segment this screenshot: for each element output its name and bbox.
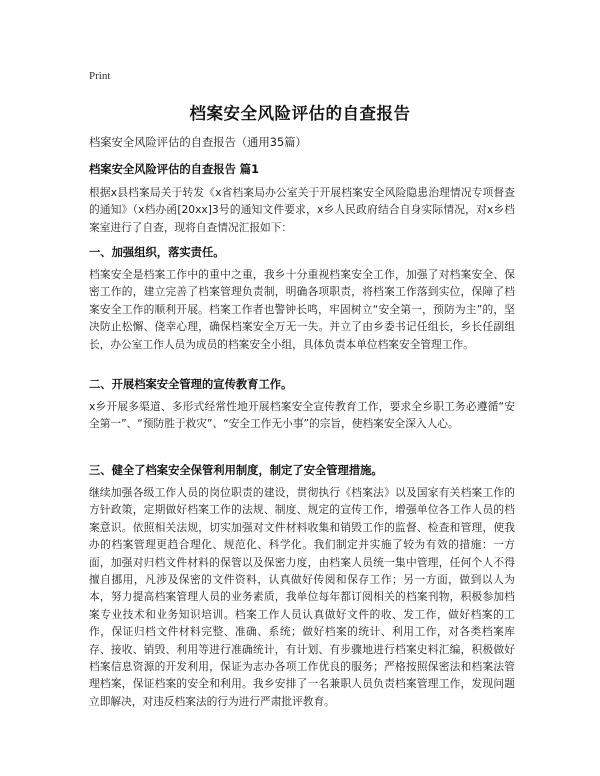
section-heading-3: 三、健全了档案安全保管利用制度，制定了安全管理措施。 bbox=[89, 464, 383, 477]
section-heading-1: 一、加强组织，落实责任。 bbox=[89, 246, 225, 259]
section-body-3: 继续加强各级工作人员的岗位职责的建设，贯彻执行《档案法》以及国家有关档案工作的方针政策，定期做好档案工作的法规、制度、规定的宣传工作，增强单位各工作人员的档案意识。依照相关法规，切实加强对文件材料收集和销毁工作的监督、检查和管理，使我办的档案管理更趋合理化、规范化、科学化。我们制定并实施了较为有效的措施：一方面，加强对归档文件材料的保管以及保密力度，由档案人员统一集中管理，任何个人不得擅自挪用，凡涉及保密的文件资料，认真做好传阅和保存工作；另一方面，做到以人为本，努力提高档案管理人员的业务素质，我单位每年都订阅相关的档案刊物，积极参加档案专业技术和业务知识培训。档案工作人员认真做好文件的收、发工作，做好档案的工作，保证归档文件材料完整、准确、系统；做好档案的统计、利用工作，对各类档案库存、接收、销毁、利用等进行准确统计，有计划、有步骤地进行档案史料汇编，积极做好档案信息资源的开发利用，保证为志办各项工作优良的服务；严格按照保密法和档案法管理档案，保证档案的安全和利用。我乡安排了一名兼职人员负责档案管理工作，发现问题立即解决，对违反档案法的行为进行严肃批评教育。 bbox=[89, 486, 515, 708]
document-title: 档案安全风险评估的自查报告 bbox=[189, 104, 411, 123]
intro-paragraph: 根据x县档案局关于转发《x省档案局办公室关于开展档案安全风险隐患治理情况专项督查的通知》（x档办函[20xx]3号的通知文件要求，x乡人民政府结合自身实际情况，对x乡档案室进行了自查，现将自查情况汇报如下： bbox=[89, 186, 515, 234]
section-heading-2: 二、开展档案安全管理的宣传教育工作。 bbox=[89, 378, 293, 391]
section-body-2: x乡开展多渠道、多形式经常性地开展档案安全宣传教育工作，要求全乡职工务必遵循“安全第一”、“预防胜于救灾”、“安全工作无小事”的宗旨，使档案安全深入人心。 bbox=[89, 400, 515, 431]
print-label[interactable]: Print bbox=[89, 70, 111, 82]
chapter-title: 档案安全风险评估的自查报告 篇1 bbox=[89, 163, 259, 176]
section-body-1: 档案安全是档案工作中的重中之重，我乡十分重视档案安全工作，加强了对档案安全、保密工作的，建立完善了档案管理负责制，明确各项职责，将档案工作落到实位，保障了档案安全工作的顺利开展。档案工作者也警钟长鸣，牢固树立“安全第一，预防为主”的，坚决防止松懈、侥幸心理，确保档案安全万无一失。并立了由乡委书记任组长，乡长任副组长，办公室工作人员为成员的档案安全小组，具体负责本单位档案安全管理工作。 bbox=[89, 268, 515, 351]
document-subtitle: 档案安全风险评估的自查报告（通用35篇） bbox=[89, 136, 307, 149]
